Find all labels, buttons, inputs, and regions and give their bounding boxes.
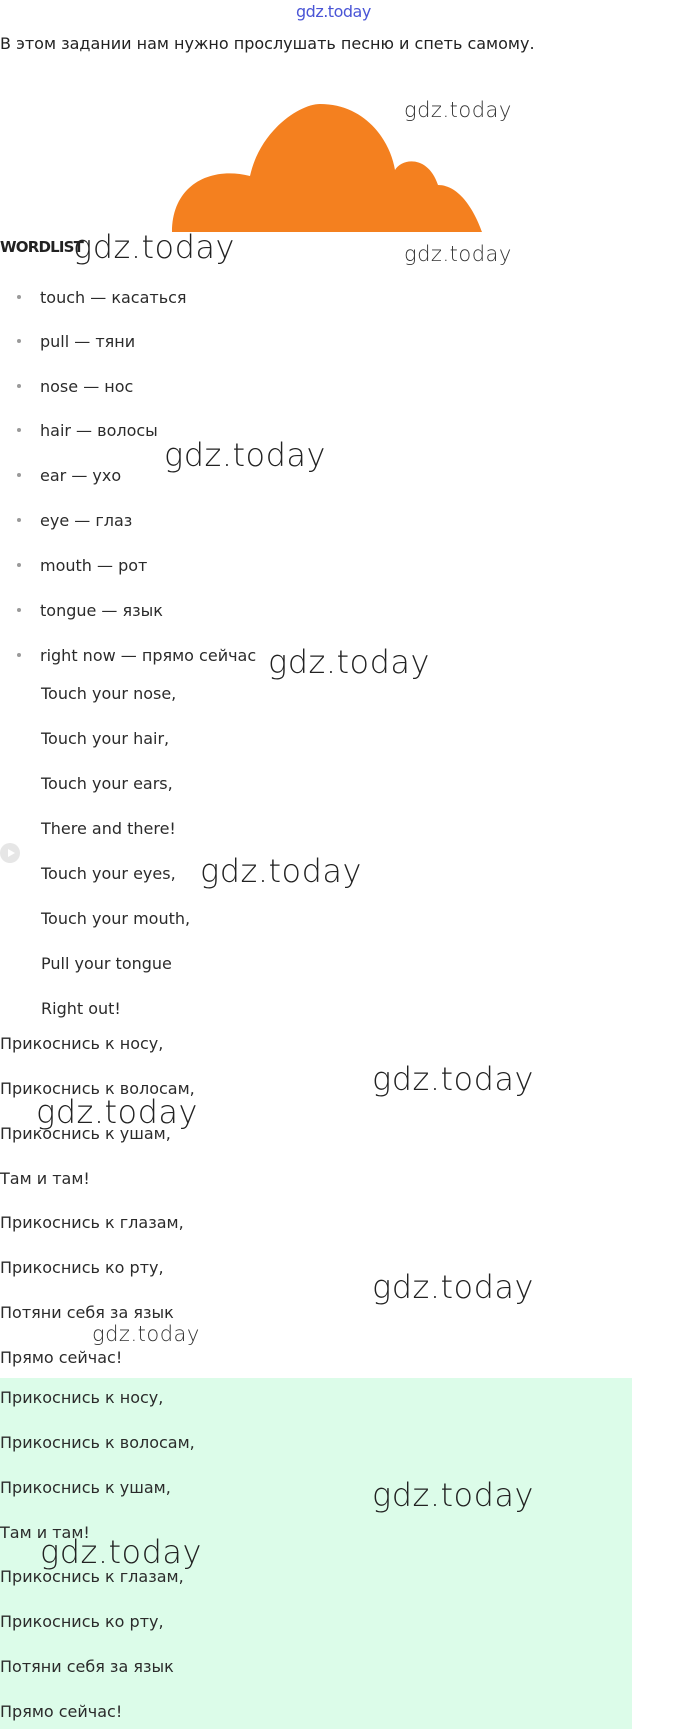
bullet-icon: [17, 295, 21, 299]
lyric-line: Right out!: [41, 999, 121, 1018]
watermark: gdz.today: [372, 1060, 534, 1098]
highlighted-translation-line: Прикоснись к ушам,: [0, 1478, 171, 1497]
lyric-line: Touch your ears,: [41, 774, 173, 793]
translation-line: Прикоснись ко рту,: [0, 1258, 164, 1277]
watermark: gdz.today: [268, 643, 430, 681]
lyric-line: Touch your mouth,: [41, 909, 191, 928]
highlighted-translation-line: Прикоснись к глазам,: [0, 1567, 184, 1586]
watermark: gdz.today: [36, 1093, 198, 1131]
bullet-icon: [17, 428, 21, 432]
watermark: gdz.today: [372, 1476, 534, 1514]
bullet-icon: [17, 518, 21, 522]
wordlist-item: tongue — язык: [17, 601, 163, 620]
bullet-icon: [17, 384, 21, 388]
watermark: gdz.today: [73, 228, 235, 266]
lyric-line: Touch your eyes,: [41, 864, 176, 883]
play-icon[interactable]: [0, 843, 20, 863]
lyric-line: Touch your nose,: [41, 684, 177, 703]
lyric-line: Pull your tongue: [41, 954, 172, 973]
watermark: gdz.today: [372, 1268, 534, 1306]
watermark: gdz.today: [164, 436, 326, 474]
highlighted-translation-line: Прямо сейчас!: [0, 1702, 123, 1721]
wordlist-item: eye — глаз: [17, 511, 132, 530]
cloud-shape: [172, 104, 482, 232]
translation-line: Прикоснись к глазам,: [0, 1213, 184, 1232]
wordlist-item: pull — тяни: [17, 332, 135, 351]
bullet-icon: [17, 653, 21, 657]
intro-text: В этом задании нам нужно прослушать песню и спеть самому.: [0, 34, 535, 53]
bullet-icon: [17, 608, 21, 612]
translation-line: Там и там!: [0, 1169, 90, 1188]
translation-line: Прикоснись к ушам,: [0, 1124, 171, 1143]
wordlist-item: mouth — рот: [17, 556, 147, 575]
bullet-icon: [17, 563, 21, 567]
translation-line: Прикоснись к носу,: [0, 1034, 164, 1053]
lyric-line: There and there!: [41, 819, 176, 838]
watermark: gdz.today: [40, 1533, 202, 1571]
wordlist-item: right now — прямо сейчас: [17, 646, 256, 665]
site-link[interactable]: gdz.today: [296, 2, 371, 21]
lyric-line: Touch your hair,: [41, 729, 170, 748]
translation-line: Прикоснись к волосам,: [0, 1079, 195, 1098]
translation-line: Потяни себя за язык: [0, 1303, 174, 1322]
bullet-icon: [17, 339, 21, 343]
highlighted-translation-line: Прикоснись к волосам,: [0, 1433, 195, 1452]
highlighted-translation-line: Прикоснись к носу,: [0, 1388, 164, 1407]
translation-line: Прямо сейчас!: [0, 1348, 123, 1367]
watermark: gdz.today: [404, 98, 512, 122]
watermark: gdz.today: [404, 242, 512, 266]
watermark: gdz.today: [92, 1322, 200, 1346]
wordlist-item: ear — ухо: [17, 466, 121, 485]
watermark: gdz.today: [200, 852, 362, 890]
wordlist-item: touch — касаться: [17, 288, 187, 307]
highlighted-translation-line: Потяни себя за язык: [0, 1657, 174, 1676]
wordlist-title: WORDLIST: [0, 238, 84, 256]
highlighted-translation-line: Там и там!: [0, 1523, 90, 1542]
wordlist-item: nose — нос: [17, 377, 133, 396]
highlighted-translation-line: Прикоснись ко рту,: [0, 1612, 164, 1631]
bullet-icon: [17, 473, 21, 477]
wordlist-item: hair — волосы: [17, 421, 158, 440]
